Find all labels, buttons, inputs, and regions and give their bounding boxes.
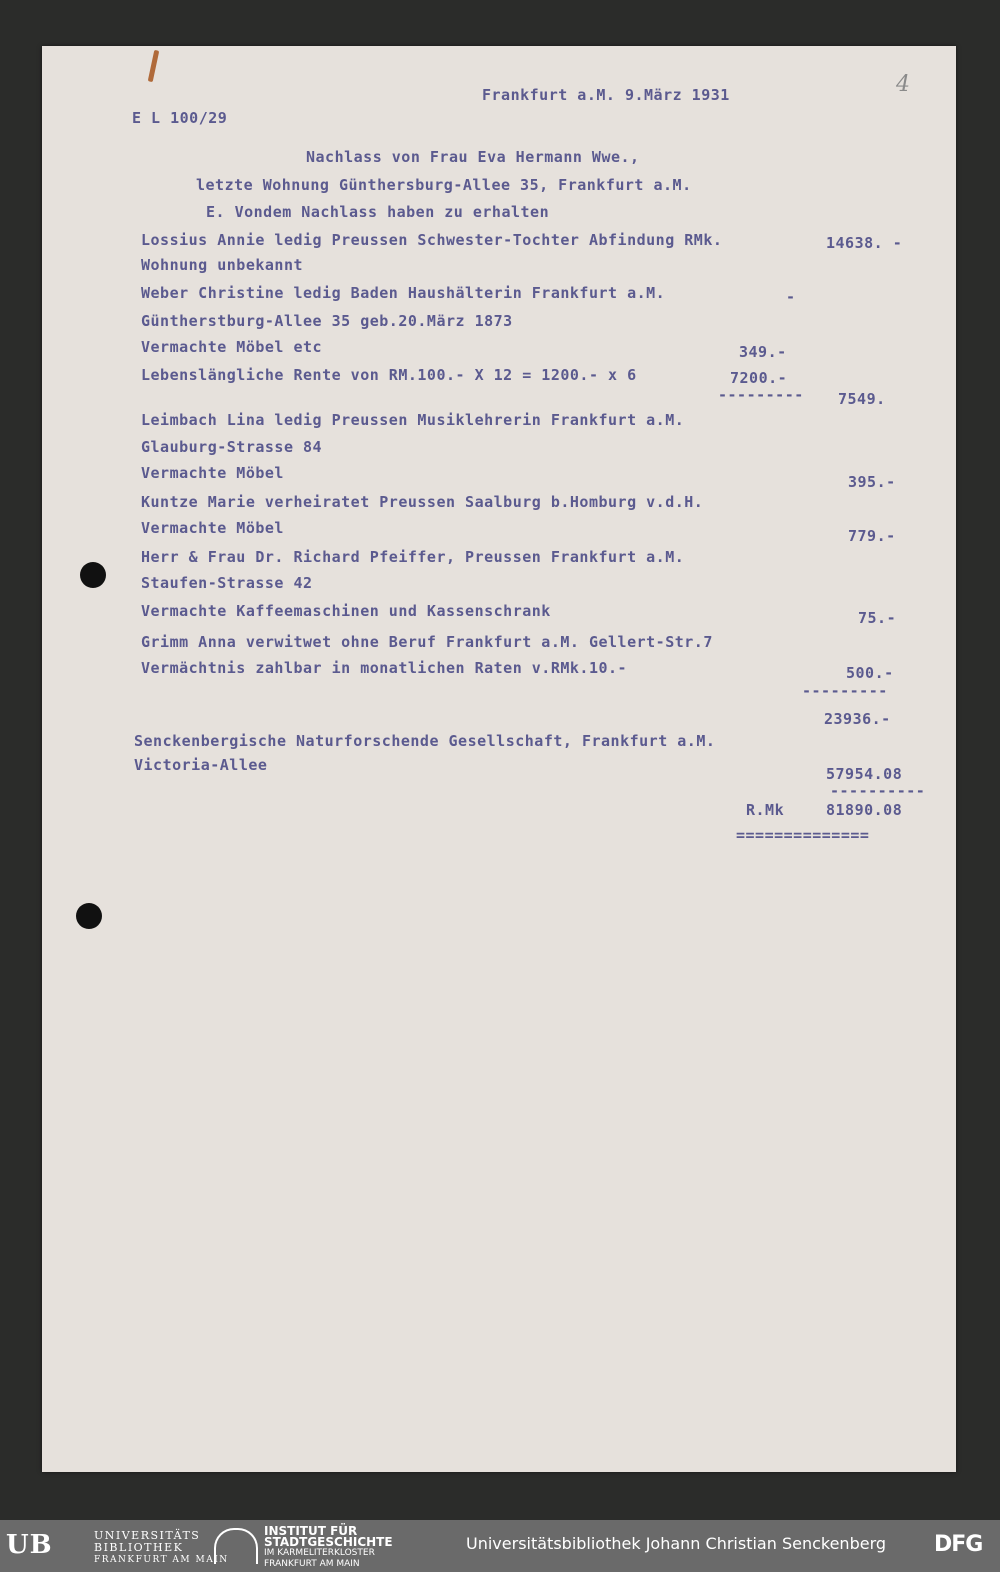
title-line-3: E. Vondem Nachlass haben zu erhalten bbox=[206, 203, 550, 221]
entry-sub-amount: 349.- bbox=[739, 343, 787, 361]
footer-bar bbox=[0, 1520, 1000, 1572]
institute-line: FRANKFURT AM MAIN bbox=[264, 1559, 360, 1569]
entry-text: Staufen-Strasse 42 bbox=[141, 574, 313, 592]
entry-amount: 75.- bbox=[858, 609, 897, 627]
entry-text: Kuntze Marie verheiratet Preussen Saalburg b.Homburg v.d.H. bbox=[141, 493, 704, 511]
institute-line: STADTGESCHICHTE bbox=[264, 1535, 393, 1549]
entry-text: Vermachte Möbel etc bbox=[141, 338, 323, 356]
ub-library-name bbox=[94, 1530, 229, 1566]
subtotal-amount: 23936.- bbox=[824, 710, 891, 728]
file-reference: E L 100/29 bbox=[132, 109, 228, 127]
entry-text: Leimbach Lina ledig Preussen Musiklehrerin Frankfurt a.M. bbox=[141, 411, 685, 429]
place-date: Frankfurt a.M. 9.März 1931 bbox=[482, 86, 730, 104]
page-number: 4 bbox=[896, 72, 910, 97]
entry-text: Vermachte Kaffeemaschinen und Kassenschrank bbox=[141, 602, 551, 620]
entry-text: Vermachte Möbel bbox=[141, 519, 284, 537]
ub-line: UNIVERSITÄTS bbox=[94, 1529, 201, 1542]
title-line-1: Nachlass von Frau Eva Hermann Wwe., bbox=[306, 148, 640, 166]
rule-line: ---------- bbox=[830, 782, 926, 800]
entry-text: Lossius Annie ledig Preussen Schwester-Tochter Abfindung RMk. bbox=[141, 231, 723, 249]
senckenberg-line-2: Victoria-Allee bbox=[134, 756, 268, 774]
footer-library-name: Universitätsbibliothek Johann Christian Senckenberg bbox=[466, 1534, 887, 1553]
entry-amount: 779.- bbox=[848, 527, 896, 545]
institute-logo-icon bbox=[214, 1528, 258, 1564]
institute-name bbox=[264, 1526, 393, 1570]
punch-hole bbox=[80, 562, 106, 588]
entry-text: Güntherstburg-Allee 35 geb.20.März 1873 bbox=[141, 312, 513, 330]
punch-hole bbox=[76, 903, 102, 929]
rule-line: --------- bbox=[718, 386, 804, 404]
entry-text: Lebenslängliche Rente von RM.100.- X 12 = 1200.- x 6 bbox=[141, 366, 637, 384]
title-line-2: letzte Wohnung Günthersburg-Allee 35, Frankfurt a.M. bbox=[196, 176, 692, 194]
senckenberg-amount: 57954.08 bbox=[826, 765, 903, 783]
entry-amount: 14638. - bbox=[826, 234, 903, 252]
entry-text: Weber Christine ledig Baden Haushälterin Frankfurt a.M. bbox=[141, 284, 666, 302]
institute-line: INSTITUT FÜR bbox=[264, 1524, 358, 1538]
entry-text: Grimm Anna verwitwet ohne Beruf Frankfurt a.M. Gellert-Str.7 bbox=[141, 633, 713, 651]
entry-text: Herr & Frau Dr. Richard Pfeiffer, Preussen Frankfurt a.M. bbox=[141, 548, 685, 566]
entry-sub-amount: 7200.- bbox=[730, 369, 788, 387]
entry-text: Vermächtnis zahlbar in monatlichen Raten v.RMk.10.- bbox=[141, 659, 628, 677]
entry-amount: 500.- bbox=[846, 664, 894, 682]
rule-line: --------- bbox=[802, 682, 888, 700]
entry-text: Vermachte Möbel bbox=[141, 464, 284, 482]
entry-amount: 7549. bbox=[838, 390, 886, 408]
ub-logo: UB bbox=[6, 1530, 53, 1560]
entry-amount: 395.- bbox=[848, 473, 896, 491]
total-label: R.Mk bbox=[746, 801, 785, 819]
dfg-logo: DFG bbox=[934, 1532, 983, 1557]
entry-text: Glauburg-Strasse 84 bbox=[141, 438, 323, 456]
ub-line: FRANKFURT AM MAIN bbox=[94, 1555, 229, 1565]
ub-line: BIBLIOTHEK bbox=[94, 1541, 184, 1554]
double-rule: ============== bbox=[736, 826, 870, 844]
institute-line: IM KARMELITERKLOSTER bbox=[264, 1548, 375, 1558]
entry-amount: - bbox=[786, 288, 796, 306]
senckenberg-line-1: Senckenbergische Naturforschende Gesellschaft, Frankfurt a.M. bbox=[134, 732, 716, 750]
entry-text: Wohnung unbekannt bbox=[141, 256, 304, 274]
total-amount: 81890.08 bbox=[826, 801, 903, 819]
